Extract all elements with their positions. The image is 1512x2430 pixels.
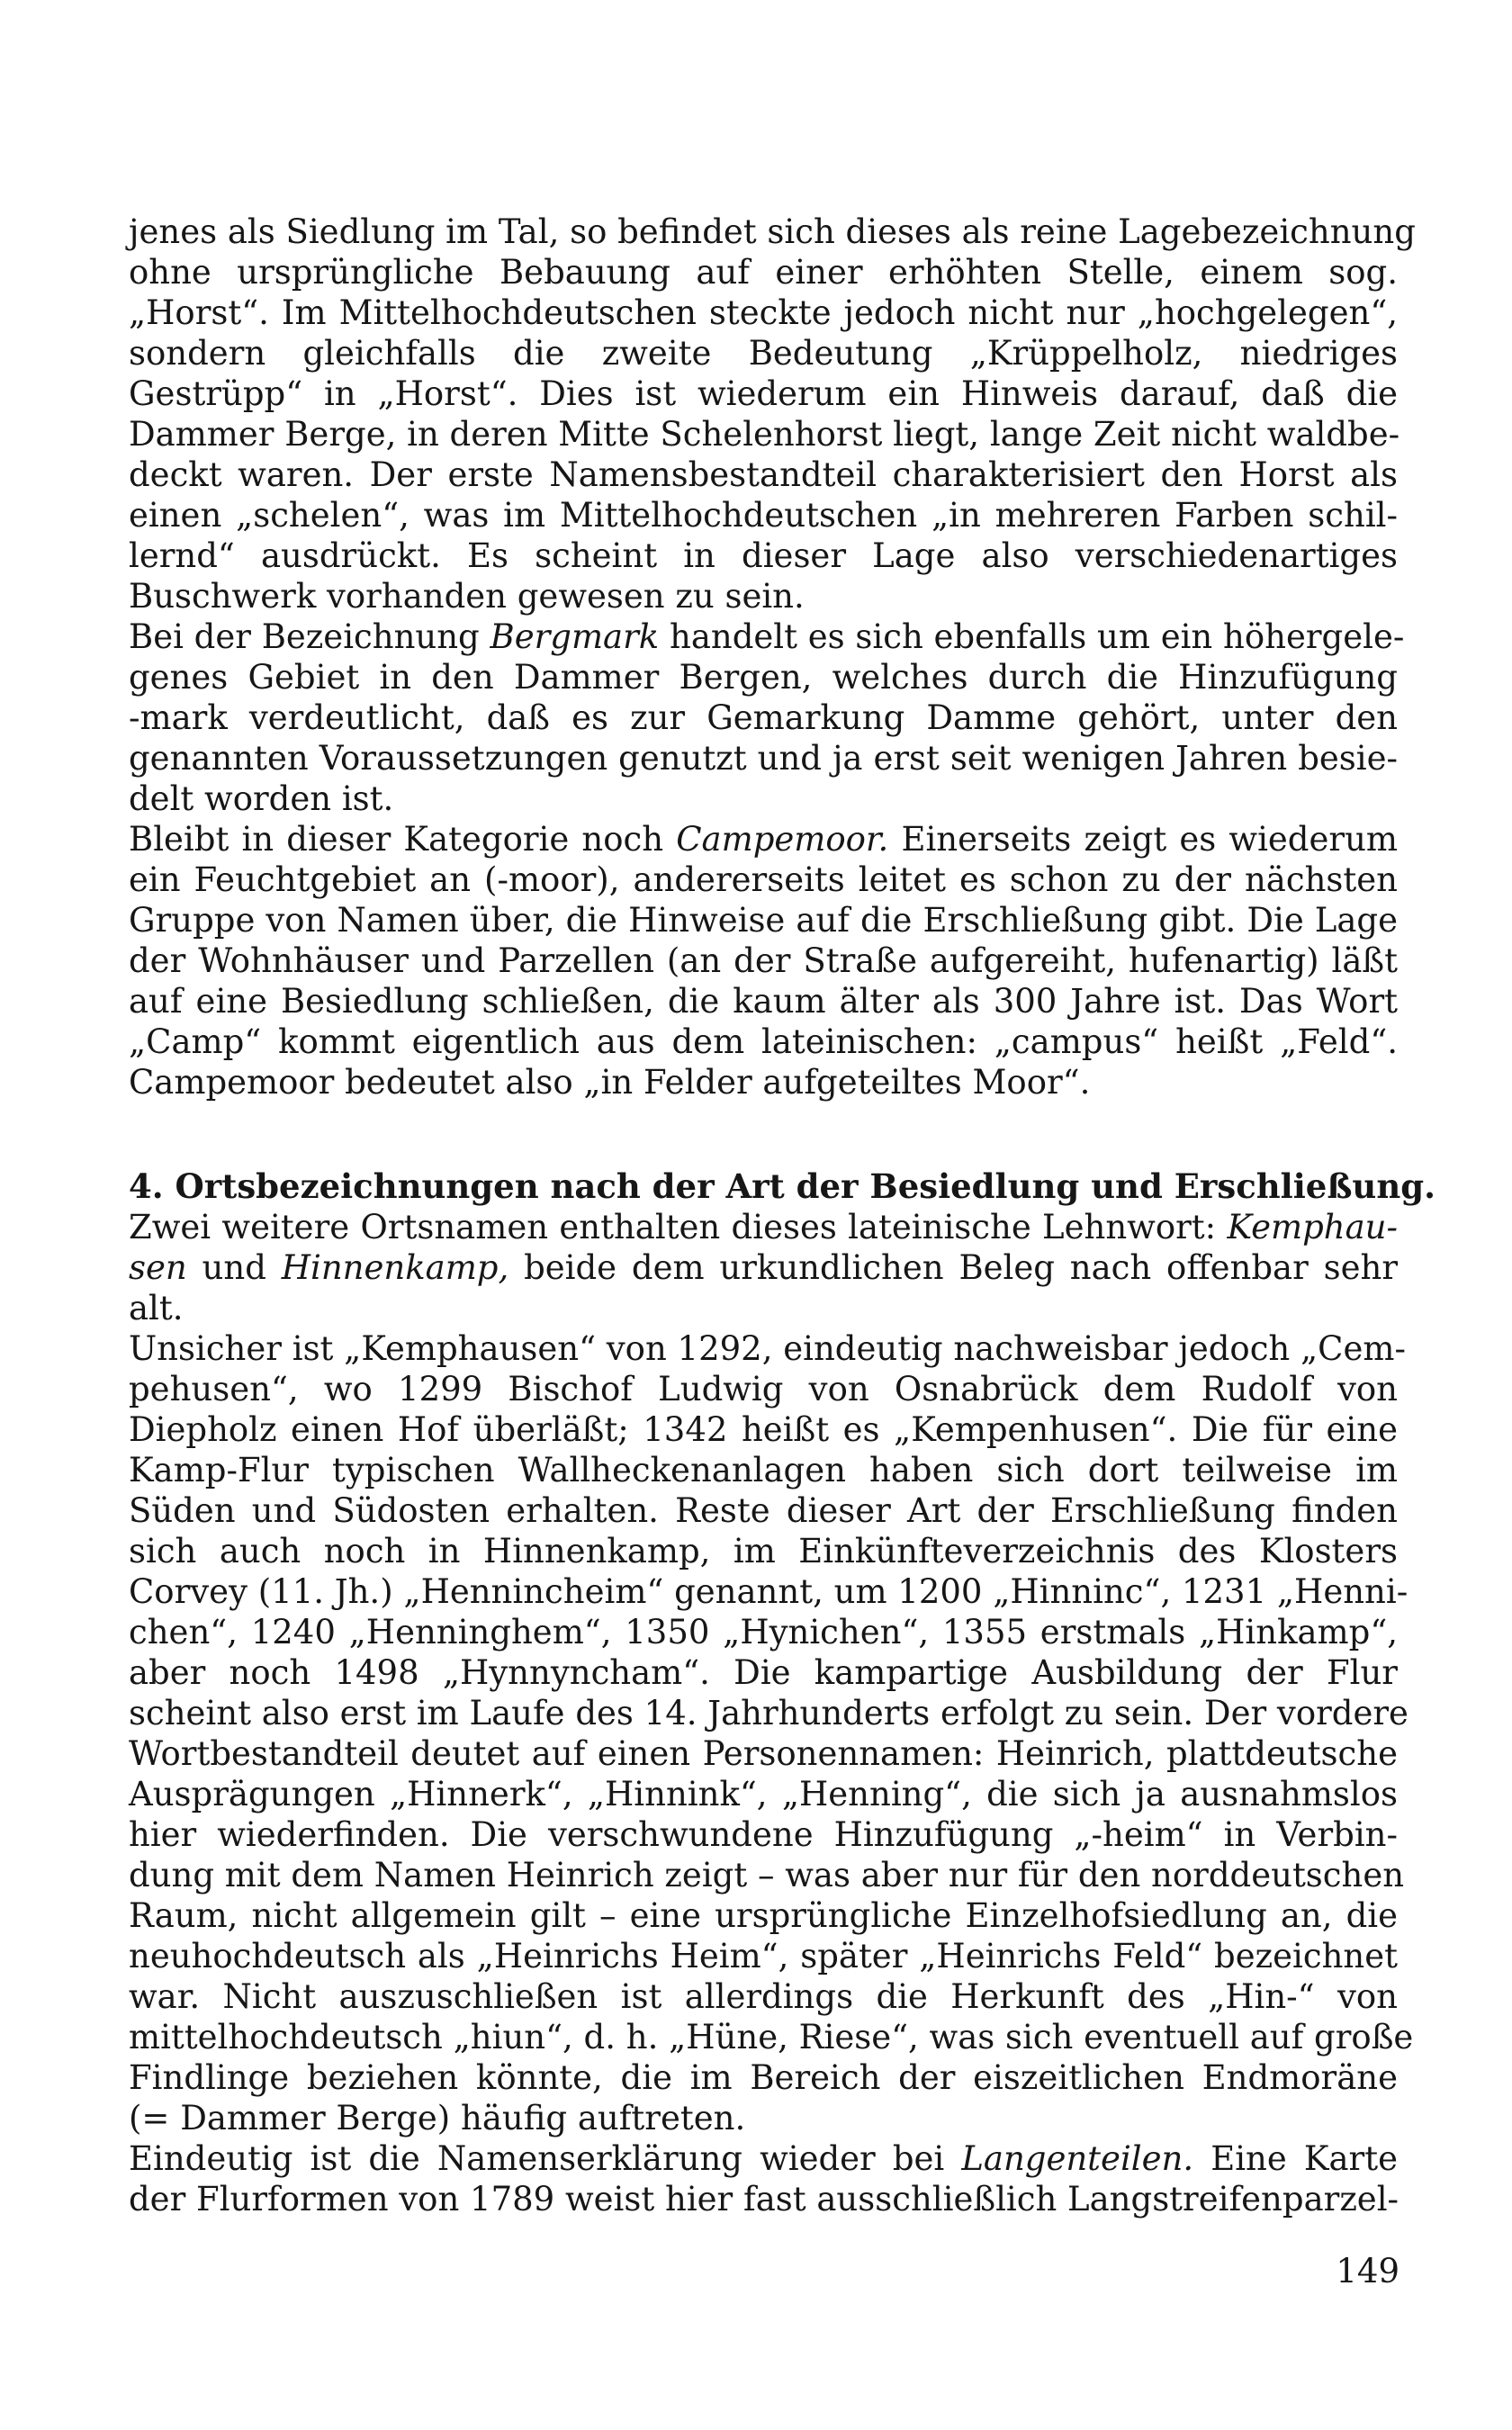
text-line: Raum, nicht allgemein gilt – eine ursprüngliche Einzelhofsiedlung an, die: [129, 1896, 1398, 1935]
place-name-campemoor: Campemoor.: [676, 820, 889, 859]
text-line: aber noch 1498 „Hynnyncham“. Die kampartige Ausbildung der Flur: [129, 1653, 1398, 1692]
text-line: Gestrüpp“ in „Horst“. Dies ist wiederum ein Hinweis darauf, daß die: [129, 374, 1398, 413]
text-line: mittelhochdeutsch „hiun“, d. h. „Hüne, Riese“, was sich eventuell auf große: [129, 2018, 1414, 2056]
place-name-langenteilen: Langenteilen.: [961, 2139, 1194, 2178]
text-line: Gruppe von Namen über, die Hinweise auf die Erschließung gibt. Die Lage: [129, 901, 1398, 940]
text-line: sich auch noch in Hinnenkamp, im Einkünfteverzeichnis des Klosters: [129, 1532, 1398, 1570]
text-line: [129, 616, 1405, 657]
text-line: hier wiederfinden. Die verschwundene Hinzufügung „-heim“ in Verbin-: [129, 1815, 1398, 1854]
text-line: -mark verdeutlicht, daß es zur Gemarkung Damme gehört, unter den: [129, 698, 1398, 737]
text-line: „Camp“ kommt eigentlich aus dem lateinischen: „campus“ heißt „Feld“.: [129, 1022, 1398, 1061]
text-run: Eine Karte: [1193, 2139, 1398, 2178]
text-line: [129, 2138, 1398, 2179]
text-line: Corvey (11. Jh.) „Hennincheim“ genannt, um 1200 „Hinninc“, 1231 „Henni-: [129, 1572, 1408, 1611]
text-line: der Wohnhäuser und Parzellen (an der Straße aufgereiht, hufenartig) läßt: [129, 941, 1398, 980]
text-line: chen“, 1240 „Henninghem“, 1350 „Hynichen“, 1355 erstmals „Hinkamp“,: [129, 1613, 1398, 1652]
page-number: 149: [1336, 2252, 1400, 2290]
text-line: Findlinge beziehen könnte, die im Bereich der eiszeitlichen Endmoräne: [129, 2058, 1398, 2097]
text-line: dung mit dem Namen Heinrich zeigt – was aber nur für den norddeutschen: [129, 1856, 1405, 1894]
text-run: Bei der Bezeichnung: [129, 617, 490, 656]
text-run: Zwei weitere Ortsnamen enthalten dieses lateinische Lehnwort:: [129, 1208, 1228, 1246]
text-line: (= Dammer Berge) häufig auftreten.: [129, 2099, 746, 2138]
text-line: sondern gleichfalls die zweite Bedeutung „Krüppelholz, niedriges: [129, 334, 1398, 373]
text-line: [129, 819, 1398, 860]
text-line: alt.: [129, 1289, 184, 1328]
text-run: Bleibt in dieser Kategorie noch: [129, 820, 677, 859]
text-line: ein Feuchtgebiet an (-moor), andererseits leitet es schon zu der nächsten: [129, 860, 1398, 899]
text-line: delt worden ist.: [129, 779, 394, 818]
section-heading: 4. Ortsbezeichnungen nach der Art der Besiedlung und Erschließung.: [129, 1166, 1436, 1206]
text-line: Campemoor bedeutet also „in Felder aufgeteiltes Moor“.: [129, 1063, 1091, 1102]
body-text-section-1: [129, 212, 1416, 1102]
text-line: „Horst“. Im Mittelhochdeutschen steckte jedoch nicht nur „hochgelegen“,: [129, 293, 1398, 332]
text-line: lernd“ ausdrückt. Es scheint in dieser Lage also verschiedenartiges: [129, 536, 1398, 575]
text-line: [129, 1207, 1398, 1247]
text-line: genes Gebiet in den Dammer Bergen, welches durch die Hinzufügung: [129, 658, 1398, 697]
text-line: Unsicher ist „Kemphausen“ von 1292, eindeutig nachweisbar jedoch „Cem-: [129, 1329, 1406, 1368]
text-line: der Flurformen von 1789 weist hier fast ausschließlich Langstreifenparzel-: [129, 2180, 1400, 2218]
text-line: Ausprägungen „Hinnerk“, „Hinnink“, „Henning“, die sich ja ausnahmslos: [129, 1775, 1398, 1814]
text-line: auf eine Besiedlung schließen, die kaum älter als 300 Jahre ist. Das Wort: [129, 982, 1398, 1021]
text-line: war. Nicht auszuschließen ist allerdings die Herkunft des „Hin-“ von: [129, 1977, 1398, 2016]
text-line: jenes als Siedlung im Tal, so befindet sich dieses als reine Lagebezeichnung: [129, 212, 1416, 251]
text-line: ohne ursprüngliche Bebauung auf einer erhöhten Stelle, einem sog.: [129, 253, 1398, 292]
text-line: [129, 1247, 1398, 1288]
text-run: beide dem urkundlichen Beleg nach offenbar sehr: [508, 1248, 1399, 1287]
body-text-section-2: [129, 1166, 1436, 2219]
text-line: Kamp-Flur typischen Wallheckenanlagen haben sich dort teilweise im: [129, 1451, 1398, 1490]
text-line: scheint also erst im Laufe des 14. Jahrhunderts erfolgt zu sein. Der vordere: [129, 1694, 1408, 1732]
text-line: Dammer Berge, in deren Mitte Schelenhorst liegt, lange Zeit nicht waldbe-: [129, 415, 1400, 454]
text-line: deckt waren. Der erste Namensbestandteil charakterisiert den Horst als: [129, 455, 1398, 494]
text-run: Eindeutig ist die Namenserklärung wieder bei: [129, 2139, 962, 2178]
place-name-hinnenkamp: Hinnenkamp,: [281, 1248, 509, 1287]
text-run: und: [186, 1248, 282, 1287]
text-line: pehusen“, wo 1299 Bischof Ludwig von Osnabrück dem Rudolf von: [129, 1370, 1398, 1408]
place-name-bergmark: Bergmark: [490, 617, 660, 656]
text-run: Einerseits zeigt es wiederum: [888, 820, 1398, 859]
text-line: neuhochdeutsch als „Heinrichs Heim“, später „Heinrichs Feld“ bezeichnet: [129, 1937, 1398, 1976]
text-line: Diepholz einen Hof überläßt; 1342 heißt es „Kempenhusen“. Die für eine: [129, 1410, 1398, 1449]
text-line: Wortbestandteil deutet auf einen Personennamen: Heinrich, plattdeutsche: [129, 1734, 1398, 1773]
place-name-kemphausen: Kemphau-: [1227, 1208, 1398, 1246]
text-run: handelt es sich ebenfalls um ein höhergele-: [659, 617, 1405, 656]
place-name-kemphausen: sen: [129, 1248, 187, 1287]
text-line: Süden und Südosten erhalten. Reste dieser Art der Erschließung finden: [129, 1491, 1398, 1530]
text-line: Buschwerk vorhanden gewesen zu sein.: [129, 577, 805, 616]
text-line: einen „schelen“, was im Mittelhochdeutschen „in mehreren Farben schil-: [129, 496, 1398, 535]
text-line: genannten Voraussetzungen genutzt und ja erst seit wenigen Jahren besie-: [129, 739, 1398, 778]
